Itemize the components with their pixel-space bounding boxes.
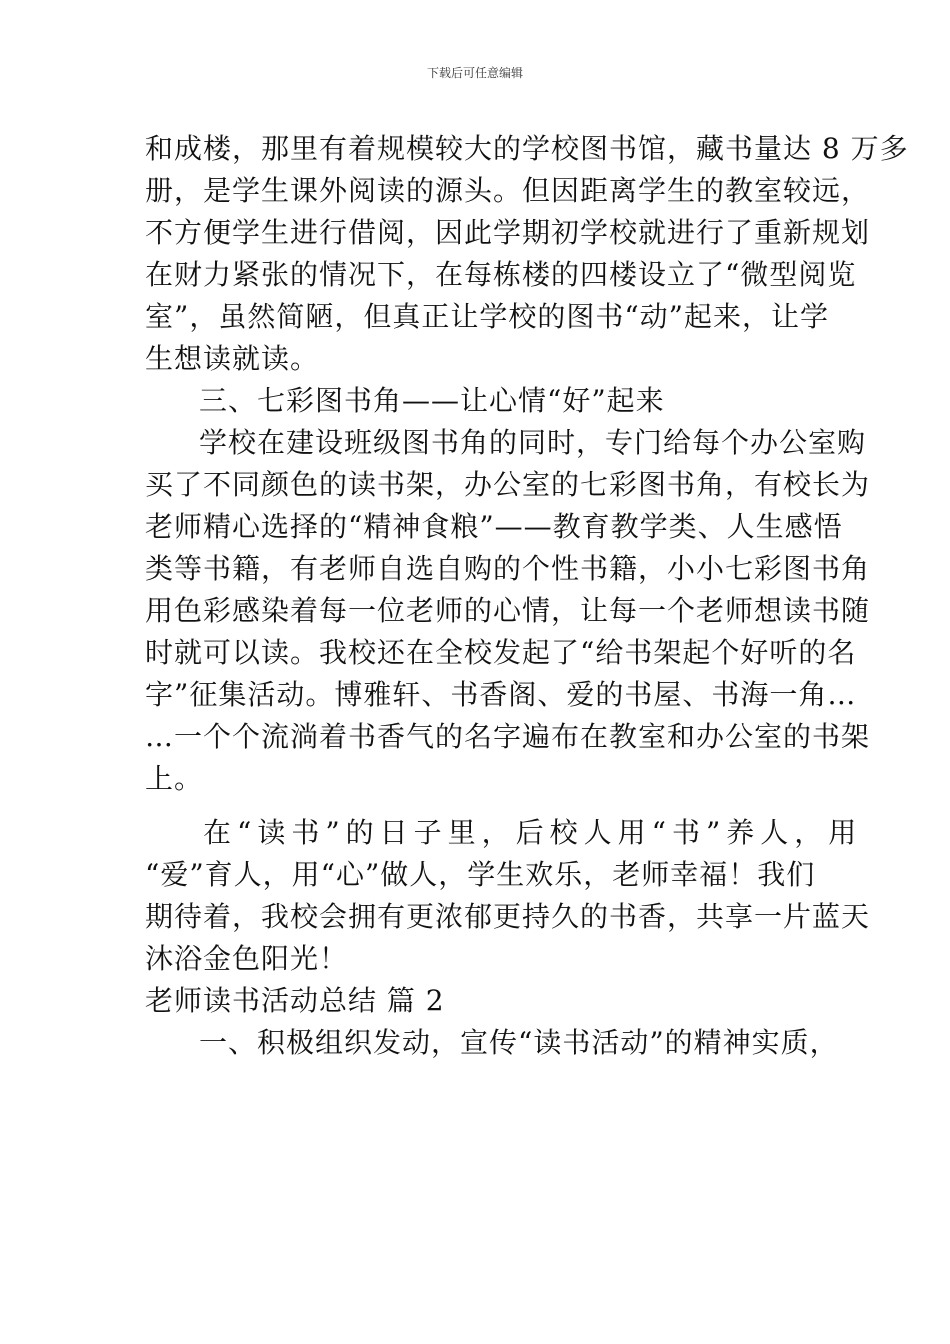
text-line: 期待着，我校会拥有更浓郁更持久的书香，共享一片蓝天 <box>145 900 871 933</box>
text-line: 沐浴金色阳光！ <box>145 942 349 975</box>
text-line: 老师精心选择的“精神食粮”——教育教学类、人生感悟 <box>145 510 843 543</box>
paragraph-book-corner <box>145 422 871 800</box>
text-line: 册，是学生课外阅读的源头。但因距离学生的教室较远， <box>145 174 871 207</box>
text-line: 学校在建设班级图书角的同时，专门给每个办公室购 <box>199 426 867 459</box>
text-line: 买了不同颜色的读书架，办公室的七彩图书角，有校长为 <box>145 468 871 501</box>
article-title: 老师读书活动总结 篇 2 <box>145 984 445 1017</box>
text-line: 类等书籍，有老师自选自购的个性书籍，小小七彩图书角 <box>145 552 871 585</box>
paragraph-part2 <box>145 1022 839 1064</box>
text-line: 用色彩感染着每一位老师的心情，让每一个老师想读书随 <box>145 594 871 627</box>
text-line: 室”，虽然简陋，但真正让学校的图书“动”起来，让学 <box>145 300 829 333</box>
text-line: 生想读就读。 <box>145 342 320 375</box>
page-header: 下载后可任意编辑 <box>426 66 523 80</box>
text-line: 在“读书”的日子里，后校人用“书”养人，用 <box>203 816 863 849</box>
text-line: “爱”育人，用“心”做人，学生欢乐，老师幸福！我们 <box>145 858 816 891</box>
text-line: …一个个流淌着书香气的名字遍布在教室和办公室的书架 <box>145 720 871 753</box>
text-line: 和成楼，那里有着规模较大的学校图书馆，藏书量达 8 万多 <box>145 132 909 165</box>
section-heading: 三、七彩图书角——让心情“好”起来 <box>199 384 665 417</box>
paragraph-library <box>145 128 909 380</box>
text-line: 字”征集活动。博雅轩、书香阁、爱的书屋、书海一角… <box>145 678 857 711</box>
document-body <box>145 128 909 1064</box>
text-line: 时就可以读。我校还在全校发起了“给书架起个好听的名 <box>145 636 857 669</box>
text-line: 上。 <box>145 762 204 795</box>
text-line: 在财力紧张的情况下，在每栋楼的四楼设立了“微型阅览 <box>145 258 857 291</box>
paragraph-conclusion <box>145 812 871 980</box>
text-line: 一、积极组织发动，宣传“读书活动”的精神实质， <box>199 1026 839 1059</box>
text-line: 不方便学生进行借阅，因此学期初学校就进行了重新规划 <box>145 216 871 249</box>
paragraph-gap <box>145 800 815 812</box>
